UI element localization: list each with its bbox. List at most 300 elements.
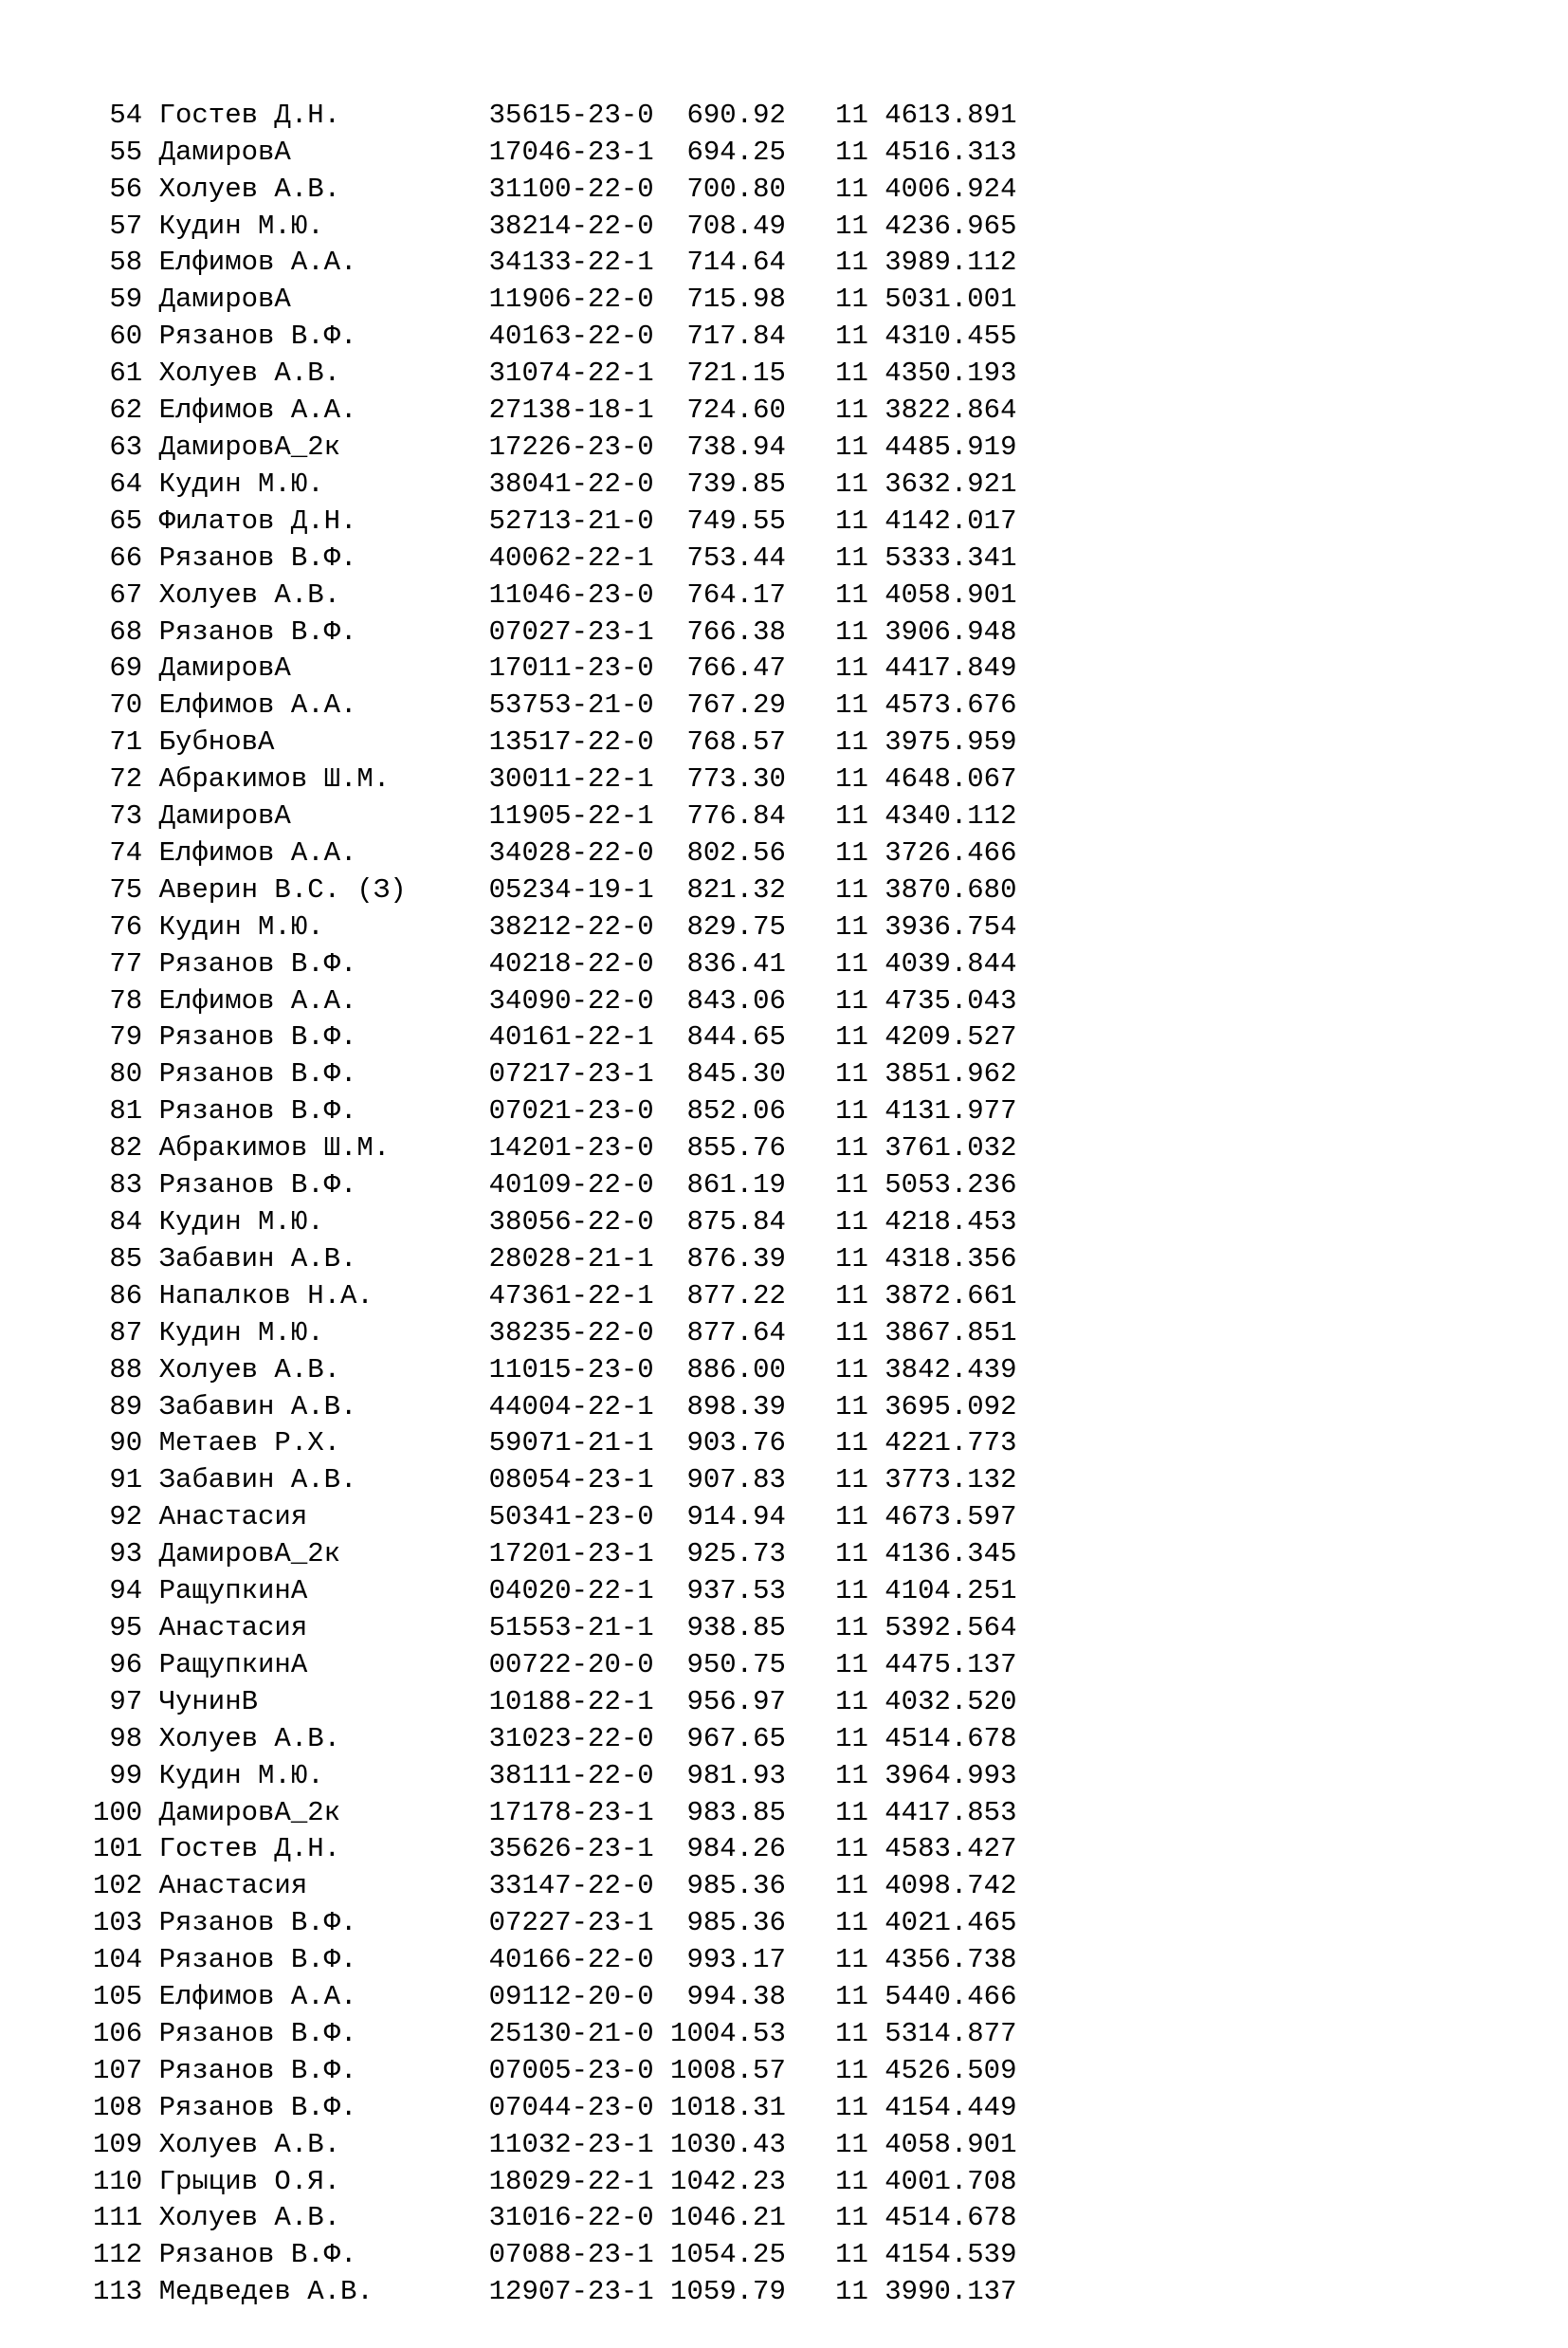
count-cell: 11	[835, 1279, 868, 1312]
rank-cell: 77	[109, 947, 143, 980]
results-table	[93, 98, 1568, 2311]
rank-cell: 91	[109, 1464, 143, 1496]
time_value-cell: 714.64	[686, 247, 786, 279]
table-row	[93, 282, 1568, 319]
code-cell: 40109-22-0	[488, 1169, 654, 1202]
rank-cell: 92	[109, 1501, 143, 1533]
table-row	[93, 578, 1568, 615]
score-cell: 4006.924	[884, 173, 1017, 205]
time_value-cell: 764.17	[686, 578, 786, 611]
code-cell: 07021-23-0	[488, 1095, 654, 1128]
rank-cell: 82	[109, 1132, 143, 1165]
code-cell: 38214-22-0	[488, 210, 654, 242]
code-cell: 31074-22-1	[488, 358, 654, 390]
name-cell: Анастасия	[158, 1611, 308, 1643]
count-cell: 11	[835, 1427, 868, 1459]
time_value-cell: 1030.43	[670, 2128, 786, 2160]
count-cell: 11	[835, 173, 868, 205]
score-cell: 4142.017	[884, 504, 1017, 537]
count-cell: 11	[835, 873, 868, 906]
rank-cell: 59	[109, 284, 143, 316]
time_value-cell: 767.29	[686, 689, 786, 722]
rank-cell: 84	[109, 1206, 143, 1238]
name-cell: Аверин В.С. (З)	[158, 873, 407, 906]
table-row	[93, 1647, 1568, 1684]
rank-cell: 103	[93, 1907, 143, 1939]
code-cell: 25130-21-0	[488, 2017, 654, 2049]
rank-cell: 56	[109, 173, 143, 205]
time_value-cell: 821.32	[686, 873, 786, 906]
count-cell: 11	[835, 2276, 868, 2308]
table-row	[93, 245, 1568, 282]
score-cell: 4318.356	[884, 1242, 1017, 1275]
score-cell: 4356.738	[884, 1944, 1017, 1976]
rank-cell: 54	[109, 99, 143, 131]
time_value-cell: 776.84	[686, 800, 786, 833]
rank-cell: 57	[109, 210, 143, 242]
count-cell: 11	[835, 2054, 868, 2086]
table-row	[93, 319, 1568, 356]
name-cell: ЧунинВ	[158, 1685, 259, 1717]
count-cell: 11	[835, 504, 868, 537]
score-cell: 5053.236	[884, 1169, 1017, 1202]
name-cell: Рязанов В.Ф.	[158, 2017, 357, 2049]
table-row	[93, 835, 1568, 872]
name-cell: Филатов Д.Н.	[158, 504, 357, 537]
code-cell: 35626-23-1	[488, 1833, 654, 1865]
name-cell: Абракимов Ш.М.	[158, 1132, 391, 1165]
name-cell: Холуев А.В.	[158, 2128, 341, 2160]
score-cell: 3822.864	[884, 394, 1017, 427]
time_value-cell: 984.26	[686, 1833, 786, 1865]
count-cell: 11	[835, 1833, 868, 1865]
score-cell: 3936.754	[884, 910, 1017, 943]
rank-cell: 63	[109, 431, 143, 463]
count-cell: 11	[835, 910, 868, 943]
count-cell: 11	[835, 1796, 868, 1828]
table-row	[93, 615, 1568, 651]
code-cell: 17178-23-1	[488, 1796, 654, 1828]
time_value-cell: 836.41	[686, 947, 786, 980]
rank-cell: 70	[109, 689, 143, 722]
score-cell: 4417.853	[884, 1796, 1017, 1828]
count-cell: 11	[835, 394, 868, 427]
rank-cell: 69	[109, 652, 143, 685]
table-row	[93, 725, 1568, 761]
code-cell: 53753-21-0	[488, 689, 654, 722]
code-cell: 07005-23-0	[488, 2054, 654, 2086]
rank-cell: 111	[93, 2202, 143, 2234]
count-cell: 11	[835, 1058, 868, 1091]
count-cell: 11	[835, 2091, 868, 2123]
code-cell: 31023-22-0	[488, 1722, 654, 1754]
count-cell: 11	[835, 947, 868, 980]
count-cell: 11	[835, 2202, 868, 2234]
table-row	[93, 1352, 1568, 1389]
score-cell: 4236.965	[884, 210, 1017, 242]
rank-cell: 66	[109, 541, 143, 574]
name-cell: Холуев А.В.	[158, 358, 341, 390]
count-cell: 11	[835, 1759, 868, 1791]
table-row	[93, 1093, 1568, 1130]
table-row	[93, 1573, 1568, 1610]
score-cell: 4058.901	[884, 578, 1017, 611]
score-cell: 3975.959	[884, 726, 1017, 759]
rank-cell: 94	[109, 1575, 143, 1607]
count-cell: 11	[835, 2239, 868, 2271]
code-cell: 50341-23-0	[488, 1501, 654, 1533]
score-cell: 4209.527	[884, 1021, 1017, 1054]
score-cell: 4131.977	[884, 1095, 1017, 1128]
table-row	[93, 1758, 1568, 1795]
table-row	[93, 909, 1568, 946]
score-cell: 4485.919	[884, 431, 1017, 463]
code-cell: 17046-23-1	[488, 136, 654, 168]
score-cell: 5314.877	[884, 2017, 1017, 2049]
name-cell: Метаев Р.Х.	[158, 1427, 341, 1459]
code-cell: 38235-22-0	[488, 1316, 654, 1348]
code-cell: 31100-22-0	[488, 173, 654, 205]
table-row	[93, 135, 1568, 172]
score-cell: 3872.661	[884, 1279, 1017, 1312]
name-cell: Елфимов А.А.	[158, 984, 357, 1017]
time_value-cell: 802.56	[686, 836, 786, 869]
count-cell: 11	[835, 1538, 868, 1570]
code-cell: 38056-22-0	[488, 1206, 654, 1238]
rank-cell: 104	[93, 1944, 143, 1976]
time_value-cell: 886.00	[686, 1353, 786, 1385]
code-cell: 07088-23-1	[488, 2239, 654, 2271]
time_value-cell: 717.84	[686, 321, 786, 353]
name-cell: Напалков Н.А.	[158, 1279, 374, 1312]
table-row	[93, 541, 1568, 578]
code-cell: 38212-22-0	[488, 910, 654, 943]
table-row	[93, 2164, 1568, 2201]
code-cell: 27138-18-1	[488, 394, 654, 427]
table-row	[93, 2090, 1568, 2127]
score-cell: 3773.132	[884, 1464, 1017, 1496]
score-cell: 3989.112	[884, 247, 1017, 279]
score-cell: 5031.001	[884, 284, 1017, 316]
time_value-cell: 938.85	[686, 1611, 786, 1643]
score-cell: 3851.962	[884, 1058, 1017, 1091]
code-cell: 34090-22-0	[488, 984, 654, 1017]
name-cell: Анастасия	[158, 1501, 308, 1533]
table-row	[93, 1056, 1568, 1093]
rank-cell: 78	[109, 984, 143, 1017]
code-cell: 40062-22-1	[488, 541, 654, 574]
score-cell: 4526.509	[884, 2054, 1017, 2086]
count-cell: 11	[835, 2017, 868, 2049]
code-cell: 04020-22-1	[488, 1575, 654, 1607]
rank-cell: 74	[109, 836, 143, 869]
time_value-cell: 993.17	[686, 1944, 786, 1976]
name-cell: Забавин А.В.	[158, 1464, 357, 1496]
code-cell: 11032-23-1	[488, 2128, 654, 2160]
time_value-cell: 766.38	[686, 615, 786, 648]
time_value-cell: 876.39	[686, 1242, 786, 1275]
name-cell: ДамировА	[158, 284, 291, 316]
rank-cell: 98	[109, 1722, 143, 1754]
time_value-cell: 829.75	[686, 910, 786, 943]
table-row	[93, 1278, 1568, 1315]
score-cell: 4032.520	[884, 1685, 1017, 1717]
score-cell: 3842.439	[884, 1353, 1017, 1385]
count-cell: 11	[835, 1575, 868, 1607]
table-row	[93, 1389, 1568, 1426]
count-cell: 11	[835, 541, 868, 574]
count-cell: 11	[835, 99, 868, 131]
rank-cell: 102	[93, 1870, 143, 1902]
table-row	[93, 356, 1568, 393]
score-cell: 4154.449	[884, 2091, 1017, 2123]
count-cell: 11	[835, 615, 868, 648]
code-cell: 00722-20-0	[488, 1648, 654, 1680]
time_value-cell: 985.36	[686, 1870, 786, 1902]
rank-cell: 105	[93, 1981, 143, 2013]
name-cell: РащупкинА	[158, 1575, 308, 1607]
score-cell: 4514.678	[884, 1722, 1017, 1754]
table-row	[93, 504, 1568, 541]
count-cell: 11	[835, 689, 868, 722]
score-cell: 4583.427	[884, 1833, 1017, 1865]
table-row	[93, 983, 1568, 1020]
count-cell: 11	[835, 468, 868, 500]
name-cell: Кудин М.Ю.	[158, 468, 324, 500]
code-cell: 51553-21-1	[488, 1611, 654, 1643]
time_value-cell: 844.65	[686, 1021, 786, 1054]
name-cell: Кудин М.Ю.	[158, 210, 324, 242]
name-cell: Гостев Д.Н.	[158, 1833, 341, 1865]
rank-cell: 83	[109, 1169, 143, 1202]
code-cell: 34028-22-0	[488, 836, 654, 869]
time_value-cell: 956.97	[686, 1685, 786, 1717]
code-cell: 05234-19-1	[488, 873, 654, 906]
score-cell: 4573.676	[884, 689, 1017, 722]
time_value-cell: 708.49	[686, 210, 786, 242]
rank-cell: 85	[109, 1242, 143, 1275]
table-row	[93, 1795, 1568, 1832]
time_value-cell: 903.76	[686, 1427, 786, 1459]
code-cell: 31016-22-0	[488, 2202, 654, 2234]
code-cell: 47361-22-1	[488, 1279, 654, 1312]
name-cell: Кудин М.Ю.	[158, 1759, 324, 1791]
name-cell: Холуев А.В.	[158, 173, 341, 205]
code-cell: 59071-21-1	[488, 1427, 654, 1459]
table-row	[93, 467, 1568, 504]
table-row	[93, 1315, 1568, 1352]
time_value-cell: 1046.21	[670, 2202, 786, 2234]
code-cell: 14201-23-0	[488, 1132, 654, 1165]
score-cell: 3695.092	[884, 1390, 1017, 1422]
score-cell: 4154.539	[884, 2239, 1017, 2271]
name-cell: БубновА	[158, 726, 275, 759]
count-cell: 11	[835, 284, 868, 316]
time_value-cell: 937.53	[686, 1575, 786, 1607]
code-cell: 17201-23-1	[488, 1538, 654, 1570]
name-cell: РащупкинА	[158, 1648, 308, 1680]
time_value-cell: 855.76	[686, 1132, 786, 1165]
name-cell: Рязанов В.Ф.	[158, 1095, 357, 1128]
code-cell: 07027-23-1	[488, 615, 654, 648]
score-cell: 5392.564	[884, 1611, 1017, 1643]
name-cell: Грыцив О.Я.	[158, 2165, 341, 2197]
count-cell: 11	[835, 1021, 868, 1054]
name-cell: Рязанов В.Ф.	[158, 1907, 357, 1939]
rank-cell: 110	[93, 2165, 143, 2197]
code-cell: 34133-22-1	[488, 247, 654, 279]
time_value-cell: 700.80	[686, 173, 786, 205]
rank-cell: 73	[109, 800, 143, 833]
score-cell: 4098.742	[884, 1870, 1017, 1902]
name-cell: Рязанов В.Ф.	[158, 321, 357, 353]
count-cell: 11	[835, 1095, 868, 1128]
code-cell: 40218-22-0	[488, 947, 654, 980]
score-cell: 4310.455	[884, 321, 1017, 353]
time_value-cell: 721.15	[686, 358, 786, 390]
count-cell: 11	[835, 1611, 868, 1643]
time_value-cell: 1059.79	[670, 2276, 786, 2308]
table-row	[93, 98, 1568, 135]
table-row	[93, 2274, 1568, 2311]
score-cell: 4516.313	[884, 136, 1017, 168]
rank-cell: 113	[93, 2276, 143, 2308]
count-cell: 11	[835, 984, 868, 1017]
count-cell: 11	[835, 1907, 868, 1939]
table-row	[93, 946, 1568, 983]
rank-cell: 76	[109, 910, 143, 943]
table-row	[93, 1868, 1568, 1905]
table-row	[93, 209, 1568, 246]
table-row	[93, 1831, 1568, 1868]
time_value-cell: 925.73	[686, 1538, 786, 1570]
table-row	[93, 1462, 1568, 1499]
score-cell: 4417.849	[884, 652, 1017, 685]
name-cell: Кудин М.Ю.	[158, 1316, 324, 1348]
count-cell: 11	[835, 1316, 868, 1348]
time_value-cell: 877.22	[686, 1279, 786, 1312]
time_value-cell: 852.06	[686, 1095, 786, 1128]
name-cell: ДамировА	[158, 136, 291, 168]
code-cell: 09112-20-0	[488, 1981, 654, 2013]
score-cell: 3906.948	[884, 615, 1017, 648]
code-cell: 38111-22-0	[488, 1759, 654, 1791]
table-row	[93, 1167, 1568, 1204]
name-cell: Рязанов В.Ф.	[158, 2239, 357, 2271]
name-cell: Забавин А.В.	[158, 1390, 357, 1422]
table-row	[93, 651, 1568, 688]
rank-cell: 67	[109, 578, 143, 611]
rank-cell: 97	[109, 1685, 143, 1717]
name-cell: Рязанов В.Ф.	[158, 2091, 357, 2123]
score-cell: 4613.891	[884, 99, 1017, 131]
time_value-cell: 950.75	[686, 1648, 786, 1680]
name-cell: Рязанов В.Ф.	[158, 1944, 357, 1976]
table-row	[93, 1536, 1568, 1573]
code-cell: 11015-23-0	[488, 1353, 654, 1385]
count-cell: 11	[835, 136, 868, 168]
rank-cell: 68	[109, 615, 143, 648]
table-row	[93, 1905, 1568, 1942]
time_value-cell: 1008.57	[670, 2054, 786, 2086]
table-row	[93, 1721, 1568, 1758]
rank-cell: 99	[109, 1759, 143, 1791]
count-cell: 11	[835, 1206, 868, 1238]
name-cell: Анастасия	[158, 1870, 308, 1902]
count-cell: 11	[835, 321, 868, 353]
time_value-cell: 768.57	[686, 726, 786, 759]
time_value-cell: 981.93	[686, 1759, 786, 1791]
time_value-cell: 1004.53	[670, 2017, 786, 2049]
count-cell: 11	[835, 210, 868, 242]
rank-cell: 62	[109, 394, 143, 427]
rank-cell: 55	[109, 136, 143, 168]
name-cell: Гостев Д.Н.	[158, 99, 341, 131]
time_value-cell: 1042.23	[670, 2165, 786, 2197]
name-cell: Елфимов А.А.	[158, 247, 357, 279]
score-cell: 5333.341	[884, 541, 1017, 574]
rank-cell: 95	[109, 1611, 143, 1643]
name-cell: Холуев А.В.	[158, 2202, 341, 2234]
score-cell: 4001.708	[884, 2165, 1017, 2197]
count-cell: 11	[835, 578, 868, 611]
table-row	[93, 393, 1568, 430]
code-cell: 13517-22-0	[488, 726, 654, 759]
code-cell: 11906-22-0	[488, 284, 654, 316]
code-cell: 28028-21-1	[488, 1242, 654, 1275]
count-cell: 11	[835, 1390, 868, 1422]
code-cell: 18029-22-1	[488, 2165, 654, 2197]
score-cell: 4673.597	[884, 1501, 1017, 1533]
code-cell: 40166-22-0	[488, 1944, 654, 1976]
name-cell: Рязанов В.Ф.	[158, 615, 357, 648]
time_value-cell: 739.85	[686, 468, 786, 500]
name-cell: ДамировА_2к	[158, 431, 341, 463]
time_value-cell: 738.94	[686, 431, 786, 463]
count-cell: 11	[835, 1722, 868, 1754]
score-cell: 4021.465	[884, 1907, 1017, 1939]
score-cell: 4136.345	[884, 1538, 1017, 1570]
count-cell: 11	[835, 1944, 868, 1976]
rank-cell: 100	[93, 1796, 143, 1828]
name-cell: ДамировА	[158, 800, 291, 833]
score-cell: 4735.043	[884, 984, 1017, 1017]
count-cell: 11	[835, 1242, 868, 1275]
code-cell: 11046-23-0	[488, 578, 654, 611]
time_value-cell: 907.83	[686, 1464, 786, 1496]
table-row	[93, 2016, 1568, 2053]
time_value-cell: 694.25	[686, 136, 786, 168]
time_value-cell: 1054.25	[670, 2239, 786, 2271]
name-cell: Кудин М.Ю.	[158, 910, 324, 943]
count-cell: 11	[835, 1353, 868, 1385]
code-cell: 44004-22-1	[488, 1390, 654, 1422]
time_value-cell: 877.64	[686, 1316, 786, 1348]
time_value-cell: 994.38	[686, 1981, 786, 2013]
code-cell: 17226-23-0	[488, 431, 654, 463]
code-cell: 17011-23-0	[488, 652, 654, 685]
code-cell: 40163-22-0	[488, 321, 654, 353]
count-cell: 11	[835, 247, 868, 279]
name-cell: Елфимов А.А.	[158, 689, 357, 722]
score-cell: 4350.193	[884, 358, 1017, 390]
table-row	[93, 1204, 1568, 1241]
score-cell: 3867.851	[884, 1316, 1017, 1348]
count-cell: 11	[835, 726, 868, 759]
time_value-cell: 1018.31	[670, 2091, 786, 2123]
count-cell: 11	[835, 358, 868, 390]
score-cell: 3761.032	[884, 1132, 1017, 1165]
